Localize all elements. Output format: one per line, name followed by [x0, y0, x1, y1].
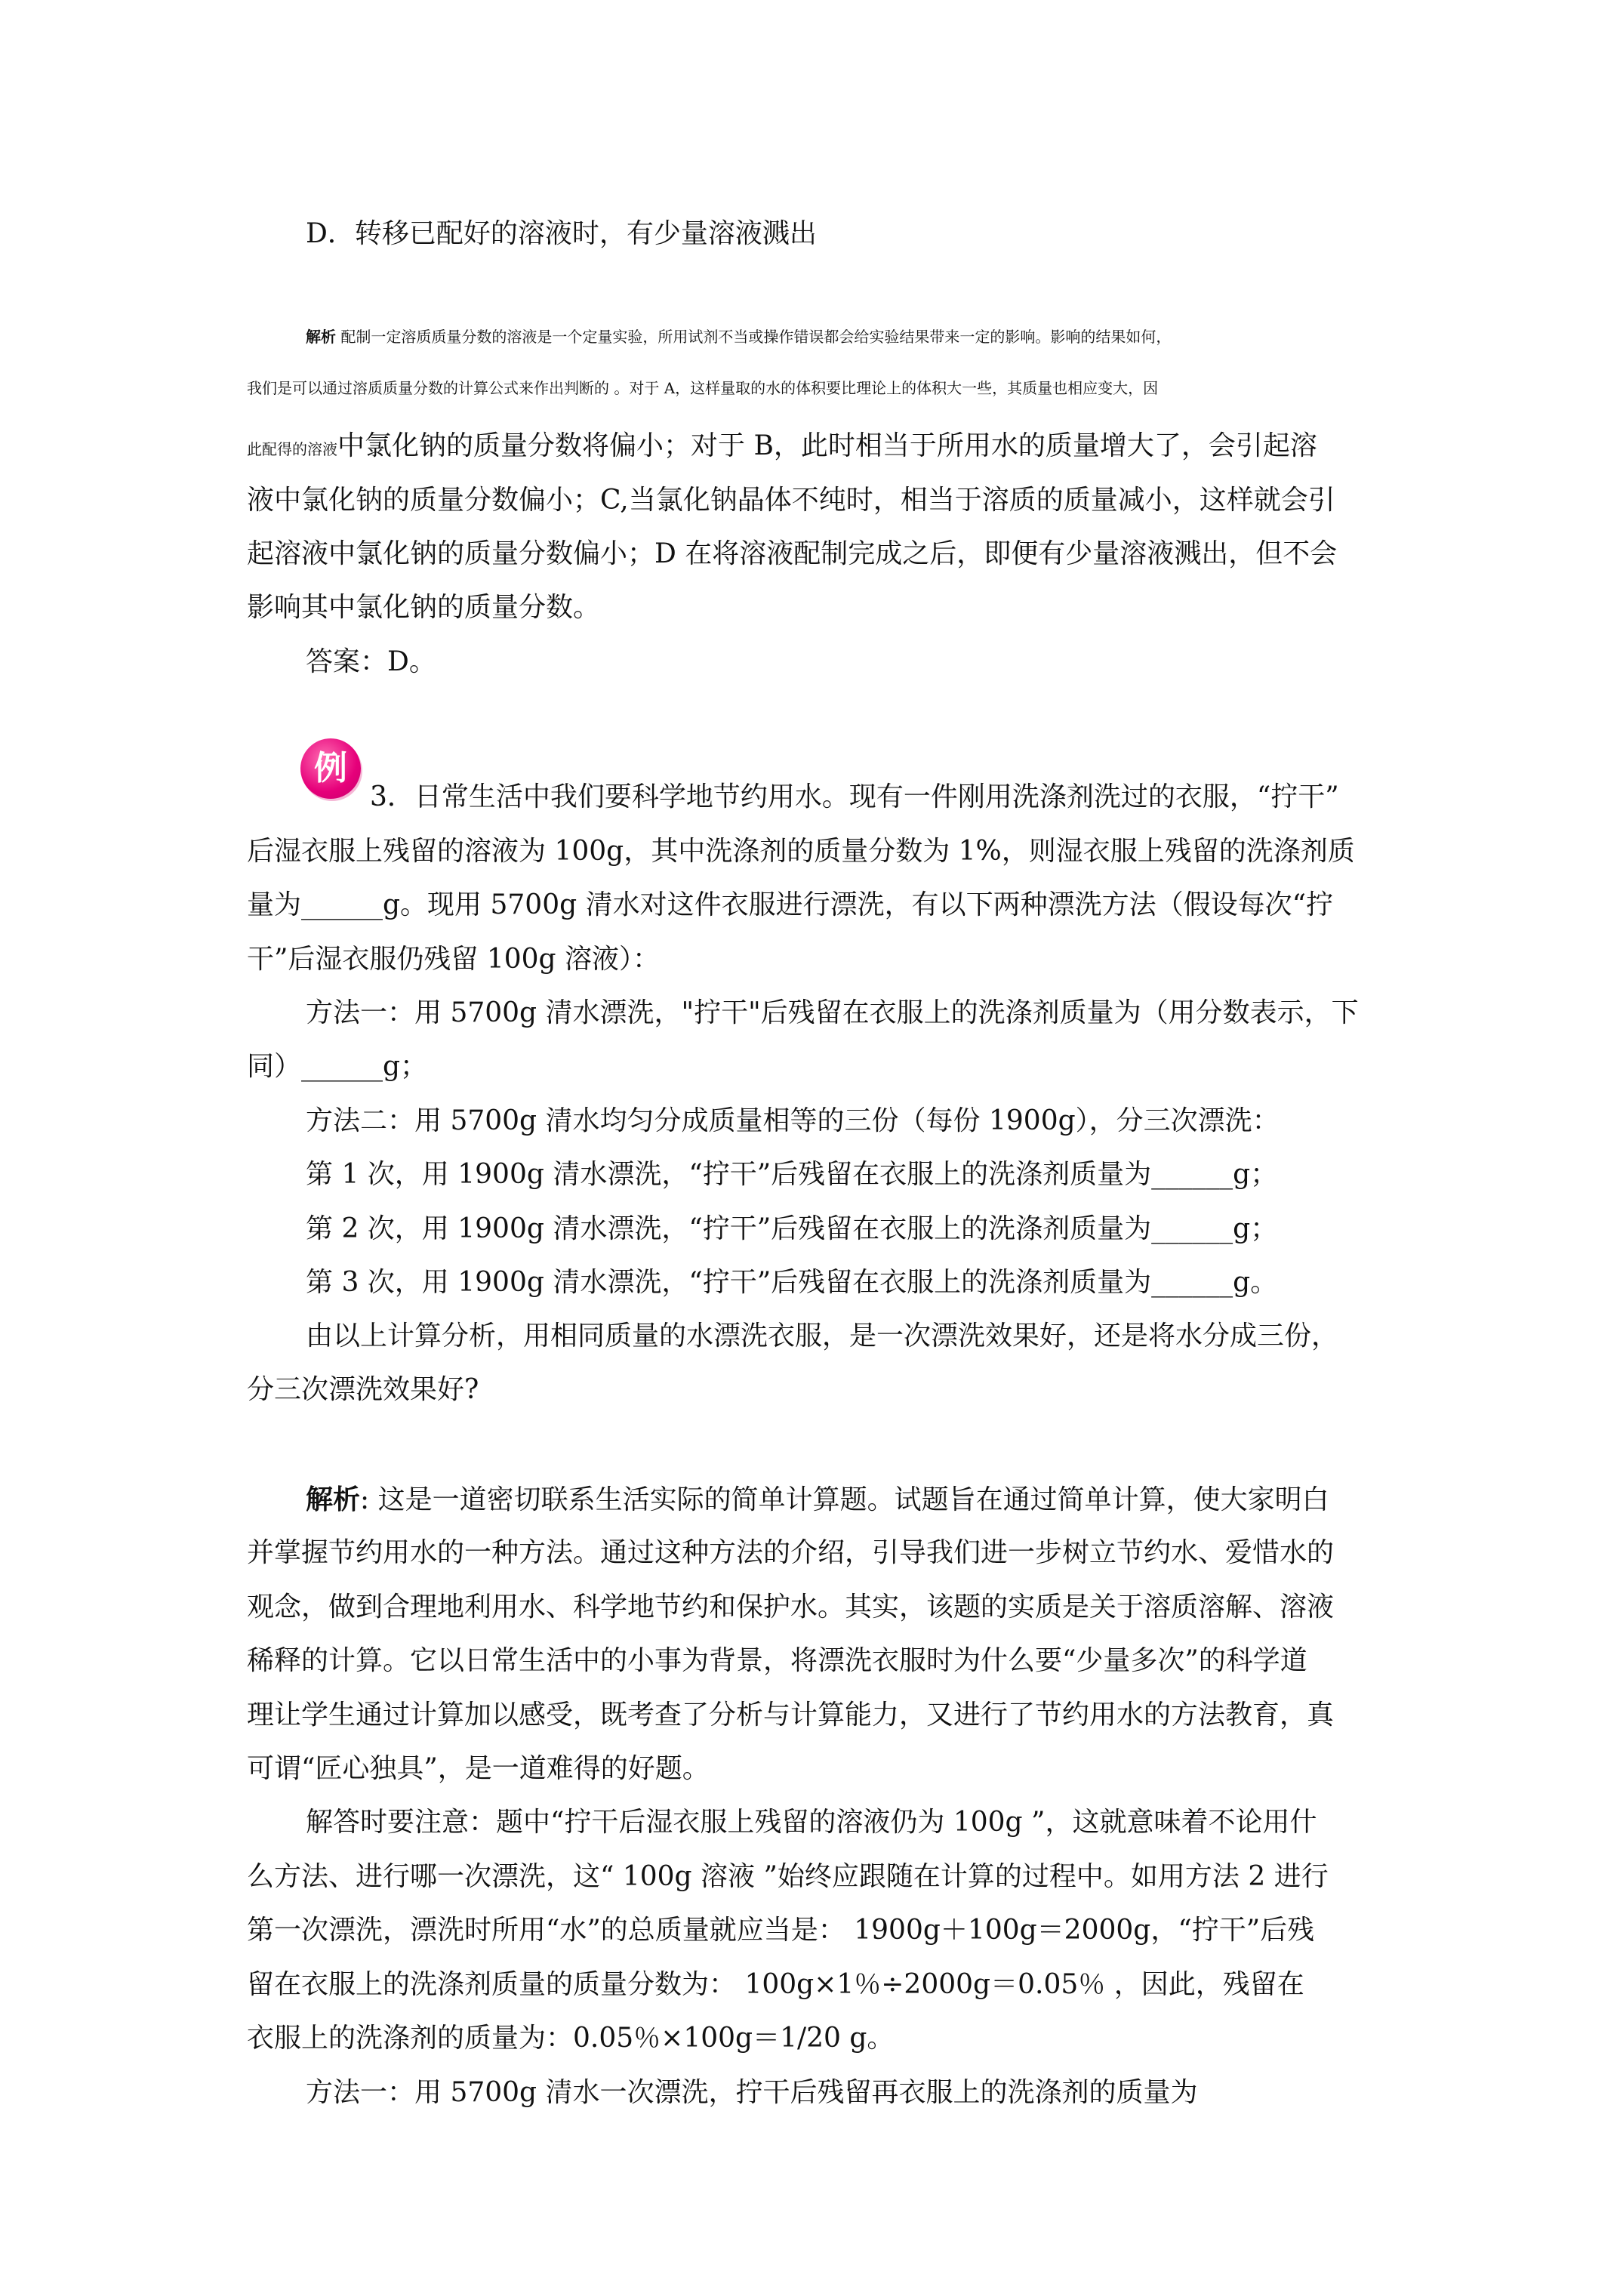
analysis1-text: 配制一定溶质质量分数的溶液是一个定量实验，所用试剂不当或操作错误都会给实验结果带来一定的影响。影响的结果如何，: [336, 328, 1172, 346]
option-d: D．转移已配好的溶液时，有少量溶液溅出: [306, 218, 817, 249]
question-line-a: 由以上计算分析，用相同质量的水漂洗衣服，是一次漂洗效果好，还是将水分成三份，: [306, 1321, 1339, 1351]
note-line1: 解答时要注意：题中“拧干后湿衣服上残留的溶液仍为 100g ”，这就意味着不论用什: [306, 1807, 1317, 1838]
analysis2-line3: 观念，做到合理地利用水、科学地节约和保护水。其实，该题的实质是关于溶质溶解、溶液: [247, 1592, 1335, 1623]
answer: 答案：D。: [306, 646, 436, 677]
analysis1-line5: 起溶液中氯化钠的质量分数偏小；D 在将溶液配制完成之后，即便有少量溶液溅出，但不会: [247, 538, 1338, 569]
analysis-label: 解析: [306, 328, 336, 346]
rinse3-line: 第 3 次，用 1900g 清水漂洗，“拧干”后残留在衣服上的洗涤剂质量为______g。: [306, 1267, 1278, 1298]
analysis1-line2: 我们是可以通过溶质质量分数的计算公式来作出判断的 。对于 A，这样量取的水的体积要比理论上的体积大一些，其质量也相应变大，因: [247, 379, 1159, 397]
note-line3: 第一次漂洗，漂洗时所用“水”的总质量就应当是： 1900g＋100g＝2000g，“拧干”后残: [247, 1915, 1315, 1946]
analysis2-text: : 这是一道密切联系生活实际的简单计算题。试题旨在通过简单计算，使大家明白: [360, 1484, 1329, 1515]
analysis1-line6: 影响其中氯化钠的质量分数。: [247, 592, 601, 623]
analysis2-line6: 可谓“匠心独具”，是一道难得的好题。: [247, 1753, 710, 1784]
rinse1-line: 第 1 次，用 1900g 清水漂洗，“拧干”后残留在衣服上的洗涤剂质量为______g；: [306, 1159, 1278, 1190]
analysis1-line1: [306, 310, 1171, 364]
note-line4: 留在衣服上的洗涤剂质量的质量分数为： 100g×1％÷2000g＝0.05％ ，因此，残留在: [247, 1969, 1304, 2000]
question-line-b: 分三次漂洗效果好?: [247, 1374, 479, 1405]
rinse2-line: 第 2 次，用 1900g 清水漂洗，“拧干”后残留在衣服上的洗涤剂质量为______g；: [306, 1213, 1278, 1244]
analysis1-line4: 液中氯化钠的质量分数偏小；C,当氯化钠晶体不纯时，相当于溶质的质量减小，这样就会引: [247, 485, 1335, 516]
example3-line4: 干”后湿衣服仍残留 100g 溶液）：: [247, 944, 661, 975]
analysis2-line4: 稀释的计算。它以日常生活中的小事为背景，将漂洗衣服时为什么要“少量多次”的科学道: [247, 1645, 1307, 1676]
analysis1-small-text: 此配得的溶液: [247, 440, 337, 458]
method1-line-b: 同）______g；: [247, 1051, 428, 1082]
example3-line3: 量为______g。现用 5700g 清水对这件衣服进行漂洗，有以下两种漂洗方法（假设每次“拧: [247, 889, 1333, 920]
analysis1-large-text: 中氯化钠的质量分数将偏小；对于 B，此时相当于所用水的质量增大了，会引起溶: [337, 430, 1317, 461]
analysis2-line5: 理让学生通过计算加以感受，既考查了分析与计算能力，又进行了节约用水的方法教育，真: [247, 1700, 1335, 1730]
analysis-label: 解析: [306, 1484, 361, 1515]
method1-line-a: 方法一：用 5700g 清水漂洗，"拧干"后残留在衣服上的洗涤剂质量为（用分数表示，下: [306, 997, 1359, 1028]
analysis2-line1: [306, 1472, 1329, 1527]
method2-line: 方法二：用 5700g 清水均匀分成质量相等的三份（每份 1900g），分三次漂洗：: [306, 1105, 1280, 1136]
analysis1-line3: [247, 419, 1317, 476]
example3-line2: 后湿衣服上残留的溶液为 100g，其中洗涤剂的质量分数为 1%，则湿衣服上残留的洗涤剂质: [247, 836, 1355, 867]
method1-solution-line: 方法一：用 5700g 清水一次漂洗，拧干后残留再衣服上的洗涤剂的质量为: [306, 2077, 1198, 2108]
note-line5: 衣服上的洗涤剂的质量为：0.05％×100g＝1/20 g。: [247, 2023, 895, 2054]
analysis2-line2: 并掌握节约用水的一种方法。通过这种方法的介绍，引导我们进一步树立节约水、爱惜水的: [247, 1537, 1335, 1568]
note-line2: 么方法、进行哪一次漂洗，这“ 100g 溶液 ”始终应跟随在计算的过程中。如用方法 2 进行: [247, 1861, 1329, 1892]
example3-line1: 3．日常生活中我们要科学地节约用水。现有一件刚用洗涤剂洗过的衣服，“拧干”: [370, 781, 1339, 812]
example-badge-icon: 例: [300, 738, 361, 799]
